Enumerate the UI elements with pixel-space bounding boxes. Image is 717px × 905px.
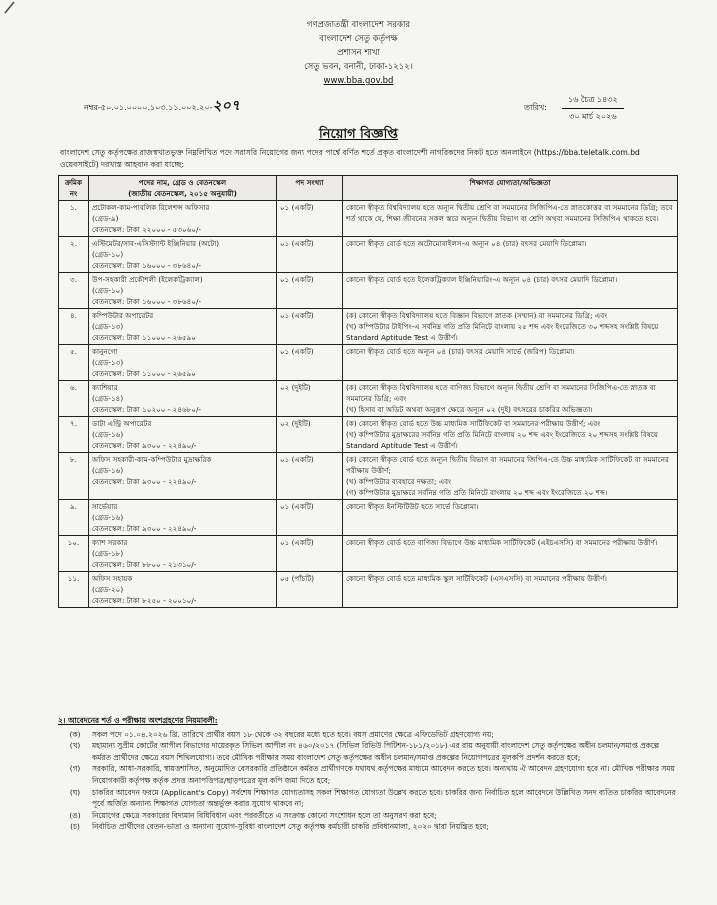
memo-number-text: নম্বর-৫০.০১.০০০০.১০৩.১১.০০২.২০- xyxy=(84,103,213,112)
row-count: ০২ (দুইটি) xyxy=(277,417,343,453)
conditions-section xyxy=(58,715,678,833)
condition-item xyxy=(58,810,678,822)
qualification-line: (ক) কোনো স্বীকৃত বিশ্ববিদ্যালয় হতে বাণিজ্য বিভাগে অন্যূন দ্বিতীয় শ্রেণি বা সমমানের সিজিপিএ-তে স্নাতক বা সমমানের ডিগ্রি; এবং xyxy=(346,383,656,403)
row-count: ০১ (একটি) xyxy=(277,536,343,572)
row-qualification xyxy=(343,309,678,345)
qualification-line: (ক) কোনো স্বীকৃত বোর্ড হতে উচ্চ মাধ্যমিক সার্টিফিকেট বা সমমানের পরীক্ষায় উত্তীর্ণ; এবং xyxy=(346,419,601,428)
condition-item xyxy=(58,763,678,786)
condition-marker: (খ) xyxy=(69,741,81,751)
post-payscale: বেতনস্কেল: টাকা ১৬০০০ - ৩৮৬৪০/- xyxy=(92,297,202,306)
post-name: উপ-সহকারী প্রকৌশলী (ইলেকট্রিক্যাল) xyxy=(92,275,203,284)
website-link[interactable]: www.bba.gov.bd xyxy=(323,76,394,86)
row-qualification xyxy=(343,536,678,572)
condition-text: চাকরির আবেদন ফরমে (Applicant's Copy) সর্বশেষ শিক্ষাগত যোগ্যতাসহ সকল শিক্ষাগত যোগ্যতা উল্লেখ করতে হবে। চাকরির জন্য নির্বাচিত হলে আবেদনে উল্লিখিত সনদ ব্যতিত চাকরির আবেদনের পূর্বে অর্জিত অন্যান্য শিক্ষাগত যোগ্যতা অন্তর্ভুক্ত করার সুযোগ থাকবে না; xyxy=(92,787,676,809)
post-grade: (গ্রেড-১৬) xyxy=(92,430,124,439)
row-qualification xyxy=(343,572,678,608)
post-name: সার্ভেয়ার xyxy=(92,502,118,511)
post-name: অফিস সহকারী-কাম-কম্পিউটার মুদ্রাক্ষরিক xyxy=(92,455,212,464)
post-name: ক্যাশ সরকার xyxy=(92,538,128,547)
qualification-line: (ক) কোনো স্বীকৃত বিশ্ববিদ্যালয় হতে বিজ্ঞান বিভাগে স্নাতক (সম্মান) বা সমমানের ডিগ্রি; এবং xyxy=(346,311,608,320)
letterhead xyxy=(0,18,717,88)
condition-marker: (ঙ) xyxy=(69,810,81,820)
post-name: এস্টিমেটর/সাব-এসিস্ট্যান্ট ইঞ্জিনিয়ার (অটো) xyxy=(92,239,220,248)
post-payscale: বেতনস্কেল: টাকা ১৬০০০ - ৩৮৬৪০/- xyxy=(92,261,202,270)
row-post xyxy=(89,309,277,345)
post-payscale: বেতনস্কেল: টাকা ৮৮০০ - ২১৩১০/- xyxy=(92,560,197,569)
row-serial: ৯. xyxy=(59,500,89,536)
vacancy-table xyxy=(58,175,678,608)
row-serial: ৩. xyxy=(59,273,89,309)
row-count: ০১ (একটি) xyxy=(277,453,343,500)
post-name: প্রটোকল-কাম-পাবলিক রিলেশন্স অফিসার xyxy=(92,203,210,212)
table-row xyxy=(59,572,678,608)
row-qualification xyxy=(343,381,678,417)
notice-title: নিয়োগ বিজ্ঞপ্তি xyxy=(319,127,398,142)
condition-text: সকল পদে ০১.০৪.২০২৬ খ্রি. তারিখে প্রার্থীর বয়স ১৮ থেকে ৩২ বছরের মধ্যে হতে হবে। বয়স প্রমাণের ক্ষেত্রে এফিডেভিট গ্রহণযোগ্য নয়; xyxy=(92,729,494,739)
row-qualification xyxy=(343,500,678,536)
row-serial: ২. xyxy=(59,237,89,273)
table-row xyxy=(59,345,678,381)
qualification-line: কোনো স্বীকৃত ইনস্টিটিউট হতে সার্ভে ডিপ্লোমা। xyxy=(346,502,479,511)
row-qualification xyxy=(343,201,678,237)
header-line-branch: প্রশাসন শাখা xyxy=(337,48,380,58)
row-count: ০১ (একটি) xyxy=(277,345,343,381)
row-serial: ১০. xyxy=(59,536,89,572)
post-payscale: বেতনস্কেল: টাকা ১১০০০ - ২৬৫৯০ xyxy=(92,369,196,378)
row-serial: ৫. xyxy=(59,345,89,381)
post-grade: (গ্রেড-১০) xyxy=(92,286,124,295)
row-post xyxy=(89,201,277,237)
qualification-line: কোনো স্বীকৃত বোর্ড হতে অটোমোবাইলস-এ অন্যূন ০৪ (চার) বৎসর মেয়াদি ডিপ্লোমা। xyxy=(346,239,587,248)
table-row xyxy=(59,309,678,345)
post-name: ডাটা এন্ট্রি অপারেটর xyxy=(92,419,152,428)
table-row xyxy=(59,273,678,309)
row-count: ০১ (একটি) xyxy=(277,237,343,273)
header-qualification: শিক্ষাগত যোগ্যতা/অভিজ্ঞতা xyxy=(343,176,678,201)
conditions-list xyxy=(58,729,678,833)
post-grade: (গ্রেড-৯) xyxy=(92,214,119,223)
qualification-line: কোনো স্বীকৃত বোর্ড হতে বাণিজ্য বিভাগে উচ্চ মাধ্যমিক সার্টিফিকেট (এইচএসসি) বা সমমানের পরীক্ষায় উত্তীর্ণ। xyxy=(346,538,658,547)
intro-paragraph: বাংলাদেশ সেতু কর্তৃপক্ষের রাজস্বখাতভুক্ত নিম্নলিখিত পদে সরাসরি নিয়োগের জন্য পদের পার্শ্বে বর্ণিত শর্তে প্রকৃত বাংলাদেশী নাগরিকদের নিকট হতে অনলাইনে (https://bba.teletalk.com.bd ওয়েবসাইটে) দরখাস্ত আহবান করা যাচ্ছে: xyxy=(60,148,640,169)
qualification-line: (খ) কম্পিউটার টাইপিং-এ সর্বনিম্ন গতি প্রতি মিনিটে বাংলায় ২৫ শব্দ এবং ইংরেজিতে ৩০ শব্দসহ সংশ্লিষ্ট বিষয়ে Standard Aptitude Test এ উত্তীর্ণ। xyxy=(346,322,659,342)
row-qualification xyxy=(343,417,678,453)
condition-marker: (চ) xyxy=(70,822,80,832)
post-payscale: বেতনস্কেল: টাকা ১০২০০ - ২৪৬৮০/- xyxy=(92,405,202,414)
row-serial: ১. xyxy=(59,201,89,237)
condition-marker: (ঘ) xyxy=(69,787,81,797)
qualification-line: (গ) কম্পিউটার মুদ্রাক্ষরে সর্বনিম্ন গতি প্রতি মিনিটে বাংলায় ২০ শব্দ এবং ইংরেজিতে ২০ শব্দ। xyxy=(346,488,608,497)
row-qualification xyxy=(343,453,678,500)
header-line-authority: বাংলাদেশ সেতু কর্তৃপক্ষ xyxy=(319,34,398,44)
table-row xyxy=(59,536,678,572)
condition-item xyxy=(58,787,678,810)
table-header-row xyxy=(59,176,678,201)
condition-marker: (গ) xyxy=(69,764,81,774)
header-line-address: সেতু ভবন, বনানী, ঢাকা-১২১২। xyxy=(304,62,413,72)
table-row xyxy=(59,417,678,453)
row-post xyxy=(89,500,277,536)
qualification-line: (খ) হিসাব বা অডিট অথবা অনুরূপ ক্ষেত্রে অন্যূন ০২ (দুই) বৎসরের চাকরির অভিজ্ঞতা। xyxy=(346,405,593,414)
row-post xyxy=(89,453,277,500)
qualification-line: (ক) কোনো স্বীকৃত বোর্ড হতে অন্যূন দ্বিতীয় বিভাগ বা সমমানের জিপিএ-তে উচ্চ মাধ্যমিক সার্টিফিকেট বা সমমানের পরীক্ষায় উত্তীর্ণ; xyxy=(346,455,669,475)
post-name: কানুনগো xyxy=(92,347,118,356)
condition-text: মহামান্য সুপ্রীম কোর্টের আপীল বিভাগের দায়েরকৃত সিভিল আপীল নং ৪৬০/২০১৭ (সিভিল রিভিউ পিটিশন-১৮১/২০১৮) এর রায় অনুযায়ী বাংলাদেশ সেতু কর্তৃপক্ষের অধীন চলমান/সমাপ্ত প্রকল্পে কর্মরত প্রার্থীদের ক্ষেত্রে বয়স শিথিলযোগ্য। তবে মৌখিক পরীক্ষার সময় বাংলাদেশ সেতু কর্তৃপক্ষের অধীন চলমান/সমাপ্ত প্রকল্পের নিয়োগপত্রের মূলকপি প্রদর্শন করতে হবে; xyxy=(92,741,660,762)
post-grade: (গ্রেড-১৬) xyxy=(92,466,124,475)
post-payscale: বেতনস্কেল: টাকা ৯৩০০ - ২২৪৯০/- xyxy=(92,477,197,486)
post-payscale: বেতনস্কেল: টাকা ৯৩০০ - ২২৪৯০/- xyxy=(92,441,197,450)
corner-mark-icon xyxy=(4,0,20,14)
row-post xyxy=(89,536,277,572)
table-row xyxy=(59,201,678,237)
qualification-line: (খ) কম্পিউটার মুদ্রাক্ষরের সর্বনিম্ন গতি প্রতি মিনিটে বাংলায় ২০ শব্দ এবং ইংরেজিতে ২০ শব্দসহ সংশ্লিষ্ট বিষয়ে Standard Aptitude Test এ উত্তীর্ণ। xyxy=(346,430,658,450)
post-name: অফিস সহায়ক xyxy=(92,574,133,583)
row-post xyxy=(89,572,277,608)
row-post xyxy=(89,417,277,453)
post-grade: (গ্রেড-১৮) xyxy=(92,549,124,558)
row-serial: ৬. xyxy=(59,381,89,417)
date-label: তারিখ: xyxy=(524,103,547,112)
row-count: ০৫ (পাঁচটি) xyxy=(277,572,343,608)
row-serial: ৪. xyxy=(59,309,89,345)
header-serial: ক্রমিক নং xyxy=(59,176,89,201)
table-row xyxy=(59,453,678,500)
qualification-line: কোনো স্বীকৃত বিশ্ববিদ্যালয় হতে অন্যূন দ্বিতীয় শ্রেণি বা সমমানের সিজিপিএ-তে স্নাতকোত্তর বা সমমানের ডিগ্রি; তবে শর্ত থাকে যে, শিক্ষা জীবনের সকল স্তরে অন্যূন দ্বিতীয় বিভাগ বা শ্রেণি অথবা সমমানের সিজিপিএ থাকতে হবে। xyxy=(346,203,673,223)
post-payscale: বেতনস্কেল: টাকা ৮২৫০ - ২০০১০/- xyxy=(92,596,197,605)
table-row xyxy=(59,237,678,273)
header-line-govt: গণপ্রজাতন্ত্রী বাংলাদেশ সরকার xyxy=(306,20,411,30)
qualification-line: কোনো স্বীকৃত বোর্ড হতে মাধ্যমিক স্কুল সার্টিফিকেট (এসএসসি) বা সমমানের পরীক্ষায় উত্তীর্ণ। xyxy=(346,574,607,583)
date-english: ৩০ মার্চ ২০২৬ xyxy=(569,112,617,121)
table-row xyxy=(59,500,678,536)
condition-item xyxy=(58,729,678,741)
condition-text: নিয়োগের ক্ষেত্রে সরকারের বিদ্যমান বিধিবিধান এবং পরবর্তীতে এ সংক্রান্ত কোনো সংশোধন হলে তা অনুসরণ করা হবে; xyxy=(92,810,437,820)
date-block xyxy=(562,92,624,125)
row-qualification xyxy=(343,273,678,309)
row-serial: ৮. xyxy=(59,453,89,500)
row-count: ০১ (একটি) xyxy=(277,201,343,237)
header-count: পদ সংখ্যা xyxy=(277,176,343,201)
condition-item xyxy=(58,740,678,763)
row-count: ০১ (একটি) xyxy=(277,273,343,309)
post-grade: (গ্রেড-১৩) xyxy=(92,322,124,331)
post-payscale: বেতনস্কেল: টাকা ৯৩০০ - ২২৪৯০/- xyxy=(92,524,197,533)
qualification-line: (খ) কম্পিউটার ব্যবহারে দক্ষতা; এবং xyxy=(346,477,452,486)
row-post xyxy=(89,273,277,309)
table-row xyxy=(59,381,678,417)
row-serial: ৭. xyxy=(59,417,89,453)
memo-number xyxy=(84,94,240,118)
header-post-label: পদের নাম, গ্রেড ও বেতনস্কেল xyxy=(138,178,227,187)
post-grade: (গ্রেড-১৪) xyxy=(92,394,124,403)
post-grade: (গ্রেড-২০) xyxy=(92,585,124,594)
qualification-line: কোনো স্বীকৃত বোর্ড হতে অন্যূন ০৪ (চার) বৎসর মেয়াদি সার্ভে (জরিপ) ডিপ্লোমা। xyxy=(346,347,575,356)
row-post xyxy=(89,381,277,417)
post-name: ক্যাশিয়ার xyxy=(92,383,118,392)
row-count: ০২ (দুইটি) xyxy=(277,381,343,417)
row-count: ০১ (একটি) xyxy=(277,309,343,345)
row-qualification xyxy=(343,237,678,273)
post-name: কম্পিউটার অপারেটর xyxy=(92,311,154,320)
post-grade: (গ্রেড-১৩) xyxy=(92,358,124,367)
qualification-line: কোনো স্বীকৃত বোর্ড হতে ইলেকট্রিক্যাল ইঞ্জিনিয়ারিং-এ অন্যূন ০৪ (চার) বৎসর মেয়াদি ডিপ্লোমা। xyxy=(346,275,618,284)
memo-handwritten-number: ২০৭ xyxy=(212,98,240,114)
row-serial: ১১. xyxy=(59,572,89,608)
header-post-sub: (জাতীয় বেতনস্কেল, ২০১৫ অনুযায়ী) xyxy=(128,189,237,198)
row-qualification xyxy=(343,345,678,381)
condition-text: নির্বাচিত প্রার্থীদের বেতন-ভাতা ও অন্যান্য সুযোগ-সুবিধা বাংলাদেশ সেতু কর্তৃপক্ষ কর্মচারী চাকরি প্রবিধানমালা, ২০২০ দ্বারা নিয়ন্ত্রিত হবে; xyxy=(92,822,489,832)
condition-marker: (ক) xyxy=(69,729,81,739)
post-grade: (গ্রেড-১০) xyxy=(92,250,124,259)
row-post xyxy=(89,345,277,381)
post-payscale: বেতনস্কেল: টাকা ১১০০০ - ২৬৫৯০ xyxy=(92,333,196,342)
condition-text: সরকারি, আধা-সরকারি, স্বায়ত্তশাসিত, অনুমোদিত বেসরকারি প্রতিষ্ঠানে কর্মরত প্রার্থীগণকে যথাযথ কর্তৃপক্ষের মাধ্যমে আবেদন করতে হবে। অন্যথায় ঐ আবেদন গ্রহণযোগ্য হবে না। মৌখিক পরীক্ষার সময় নিয়োগকারী কর্তৃপক্ষ কর্তৃক প্রদত্ত অনাপত্তিপত্র/ছাড়পত্রের মূল কপি জমা দিতে হবে; xyxy=(92,764,675,785)
condition-item xyxy=(58,821,678,833)
row-post xyxy=(89,237,277,273)
conditions-heading: ২। আবেদনের শর্ত ও পরীক্ষায় অংশগ্রহণের নিয়মাবলী: xyxy=(58,716,218,725)
row-count: ০১ (একটি) xyxy=(277,500,343,536)
post-grade: (গ্রেড-১৬) xyxy=(92,513,124,522)
header-post xyxy=(89,176,277,201)
date-bangla: ১৬ চৈত্র ১৪৩২ xyxy=(562,92,624,109)
post-payscale: বেতনস্কেল: টাকা ২২০০০ - ৫৩০৬০/- xyxy=(92,225,202,234)
